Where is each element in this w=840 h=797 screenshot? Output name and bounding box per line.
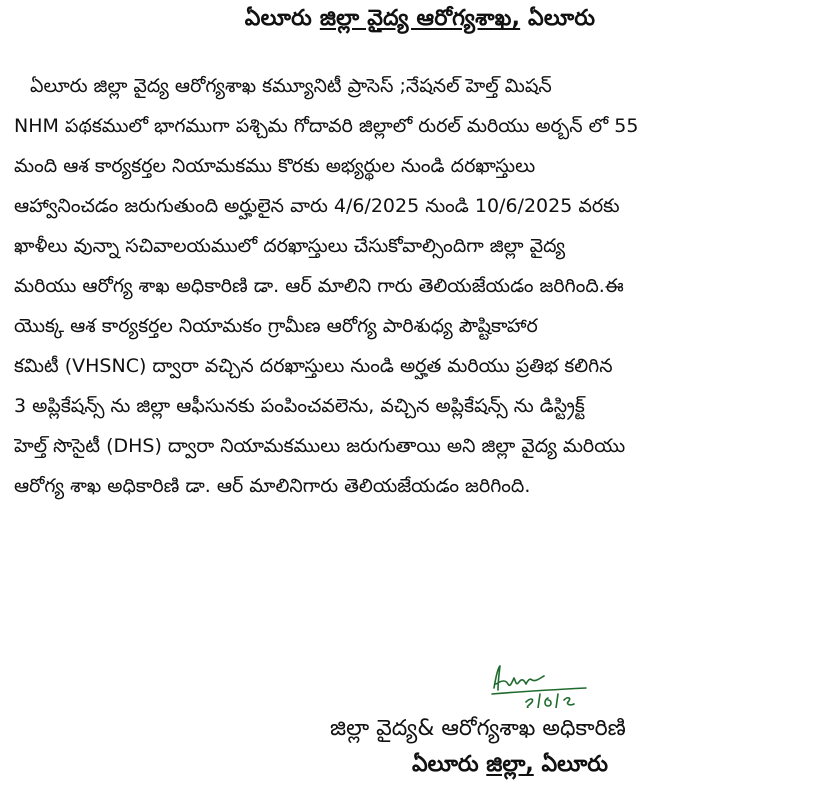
signatory-city: ఏలూరు [541,752,609,777]
document-heading [0,6,840,36]
handwritten-signature [486,658,596,708]
signatory-title: జిల్లా వైద్య& ఆరోగ్యశాఖ అధికారిణి [330,716,626,741]
body-line: ఆహ్వానించడం జరుగుతుంది అర్హులైన వారు 4/6/2025 నుండి 10/6/2025 వరకు [14,195,620,217]
signatory-district: జిల్లా, [486,752,534,777]
body-line: మంది ఆశ కార్యకర్తల నియామకము కొరకు అభ్యర్థుల నుండి దరఖాస్తులు [14,155,536,177]
body-line: ఆరోగ్య శాఖ అధికారిణి డా. ఆర్ మాలినిగారు తెలియజేయడం జరిగింది. [14,475,531,497]
signatory-place [412,752,812,782]
announcement-body [14,66,814,506]
body-line: యొక్క ఆశ కార్యకర్తల నియామకం గ్రామీణ ఆరోగ్య పారిశుధ్య పౌష్టికాహార [14,315,538,337]
body-line: ఏలూరు జిల్లా వైద్య ఆరోగ్యశాఖ కమ్యూనిటీ ప్రాసెస్ ;నేషనల్ హెల్త్ మిషన్ [30,75,552,97]
signatory-place-name: ఏలూరు [412,752,479,777]
body-line: ఖాళీలు వున్నా సచివాలయములో దరఖాస్తులు చేసుకోవాల్సిందిగా జిల్లా వైద్య [14,235,566,257]
body-line: NHM పథకములో భాగముగా పశ్చిమ గోదావరి జిల్లాలో రురల్ మరియు అర్బన్ లో 55 [14,115,639,137]
body-line: 3 అప్లికేషన్స్ ను జిల్లా ఆఫీసునకు పంపించవలెను, వచ్చిన అప్లికేషన్స్ ను డిస్ట్రిక్ట్ [14,395,585,417]
body-line: మరియు ఆరోగ్య శాఖ అధికారిణి డా. ఆర్ మాలిని గారు తెలియజేయడం జరిగింది.ఈ [14,275,624,297]
heading-place: ఏలూరు [244,6,312,31]
heading-city: ఏలూరు [528,6,596,31]
heading-department: జిల్లా వైద్య ఆరోగ్యశాఖ, [319,6,521,31]
body-line: కమిటీ (VHSNC) ద్వారా వచ్చిన దరఖాస్తులు నుండి అర్హత మరియు ప్రతిభ కలిగిన [14,355,613,377]
body-line: హెల్త్ సొసైటీ (DHS) ద్వారా నియామకములు జరుగుతాయి అని జిల్లా వైద్య మరియు [14,435,626,457]
